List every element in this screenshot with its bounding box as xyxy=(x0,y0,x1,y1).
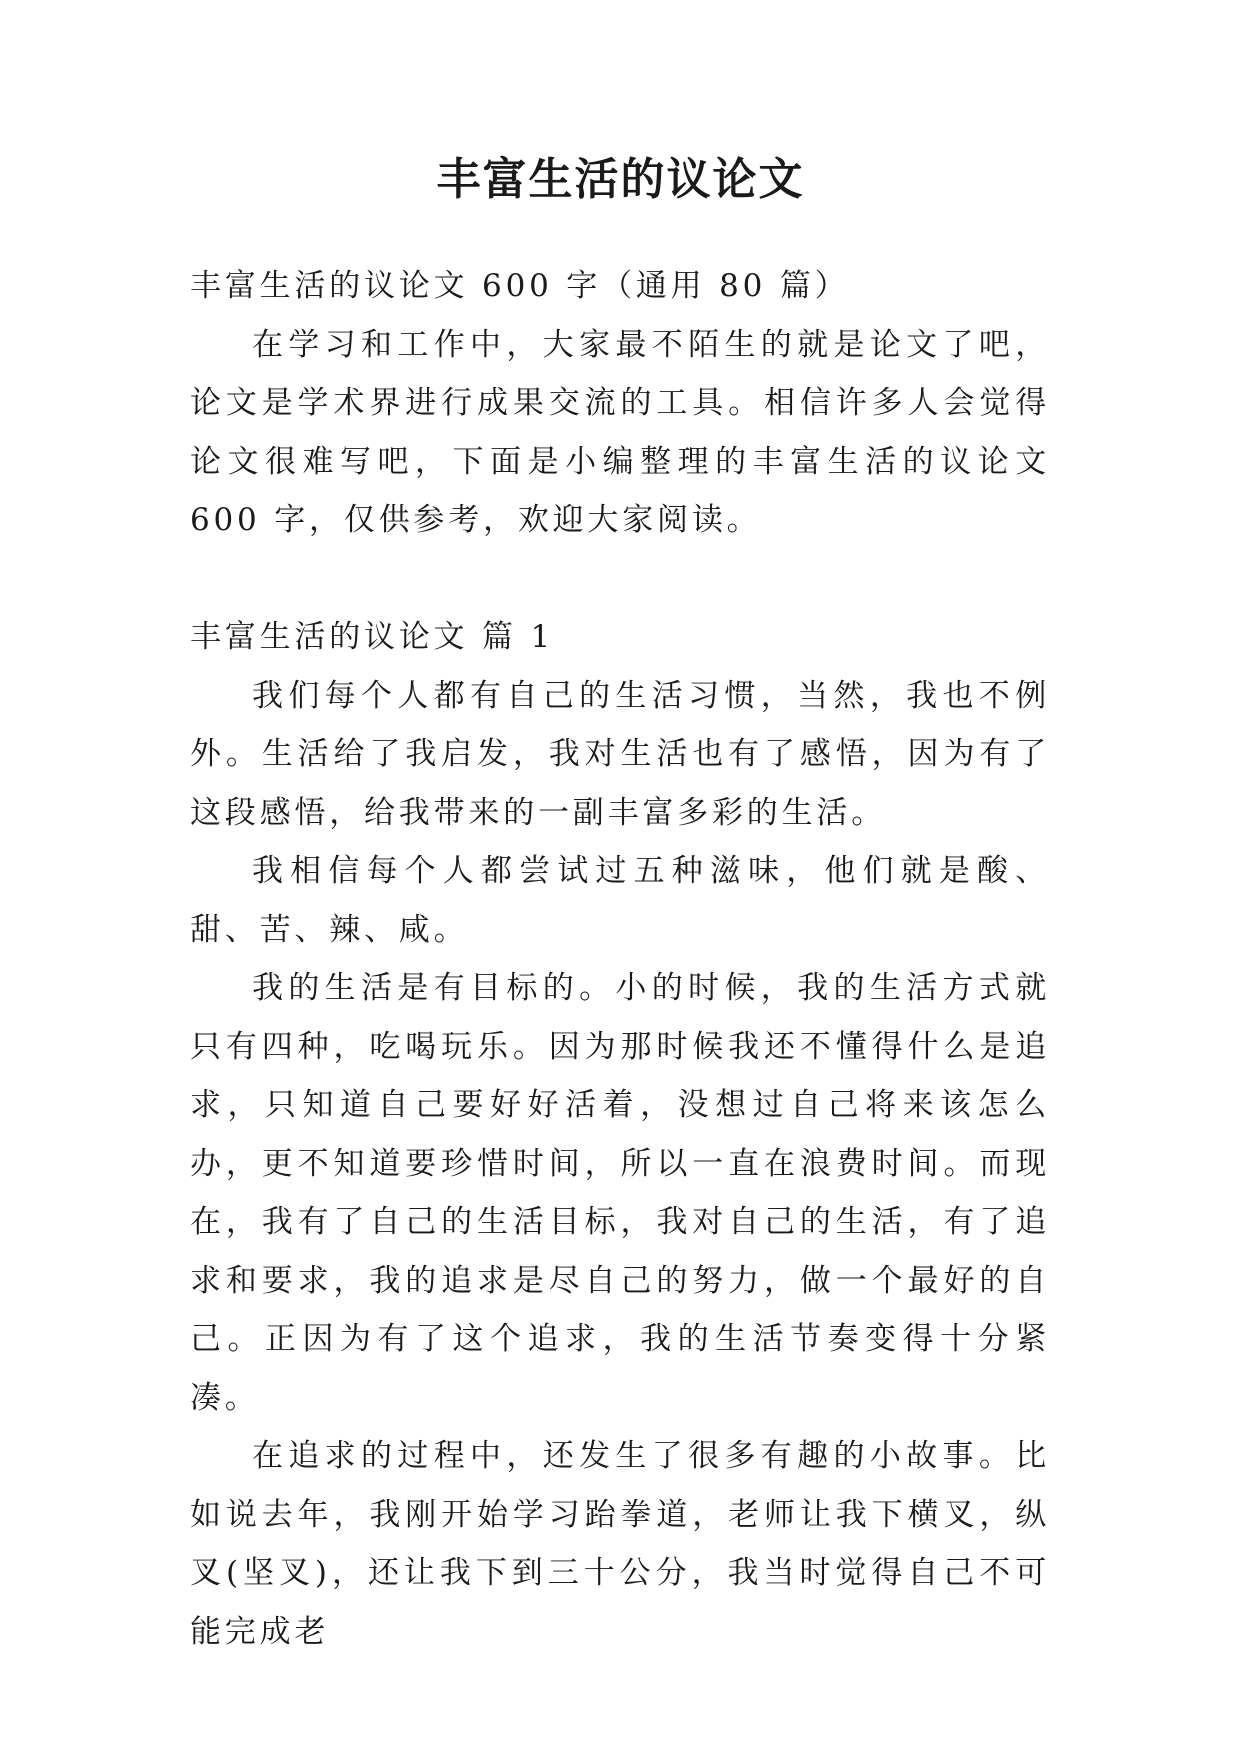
document-body xyxy=(190,257,1050,1661)
body-paragraph: 我相信每个人都尝试过五种滋味，他们就是酸、甜、苦、辣、咸。 xyxy=(190,853,1050,948)
body-paragraph: 我的生活是有目标的。小的时候，我的生活方式就只有四种，吃喝玩乐。因为那时候我还不懂得什么是追求，只知道自己要好好活着，没想过自己将来该怎么办，更不知道要珍惜时间，所以一直在浪费时间。而现在，我有了自己的生活目标，我对自己的生活，有了追求和要求，我的追求是尽自己的努力，做一个最好的自己。正因为有了这个追求，我的生活节奏变得十分紧凑。 xyxy=(190,970,1050,1416)
body-paragraph: 在追求的过程中，还发生了很多有趣的小故事。比如说去年，我刚开始学习跆拳道，老师让我下横叉，纵叉(坚叉)，还让我下到三十公分，我当时觉得自己不可能完成老 xyxy=(190,1438,1050,1650)
body-paragraph: 我们每个人都有自己的生活习惯，当然，我也不例外。生活给了我启发，我对生活也有了感悟，因为有了这段感悟，给我带来的一副丰富多彩的生活。 xyxy=(190,677,1050,831)
document-subtitle: 丰富生活的议论文 600 字（通用 80 篇） xyxy=(190,268,850,304)
section-heading: 丰富生活的议论文 篇 1 xyxy=(190,619,555,655)
blank-line xyxy=(190,550,1050,609)
intro-paragraph: 在学习和工作中，大家最不陌生的就是论文了吧，论文是学术界进行成果交流的工具。相信许多人会觉得论文很难写吧，下面是小编整理的丰富生活的议论文 600 字，仅供参考，欢迎大家阅读。 xyxy=(190,326,1050,538)
document-title: 丰富生活的议论文 xyxy=(436,154,805,205)
